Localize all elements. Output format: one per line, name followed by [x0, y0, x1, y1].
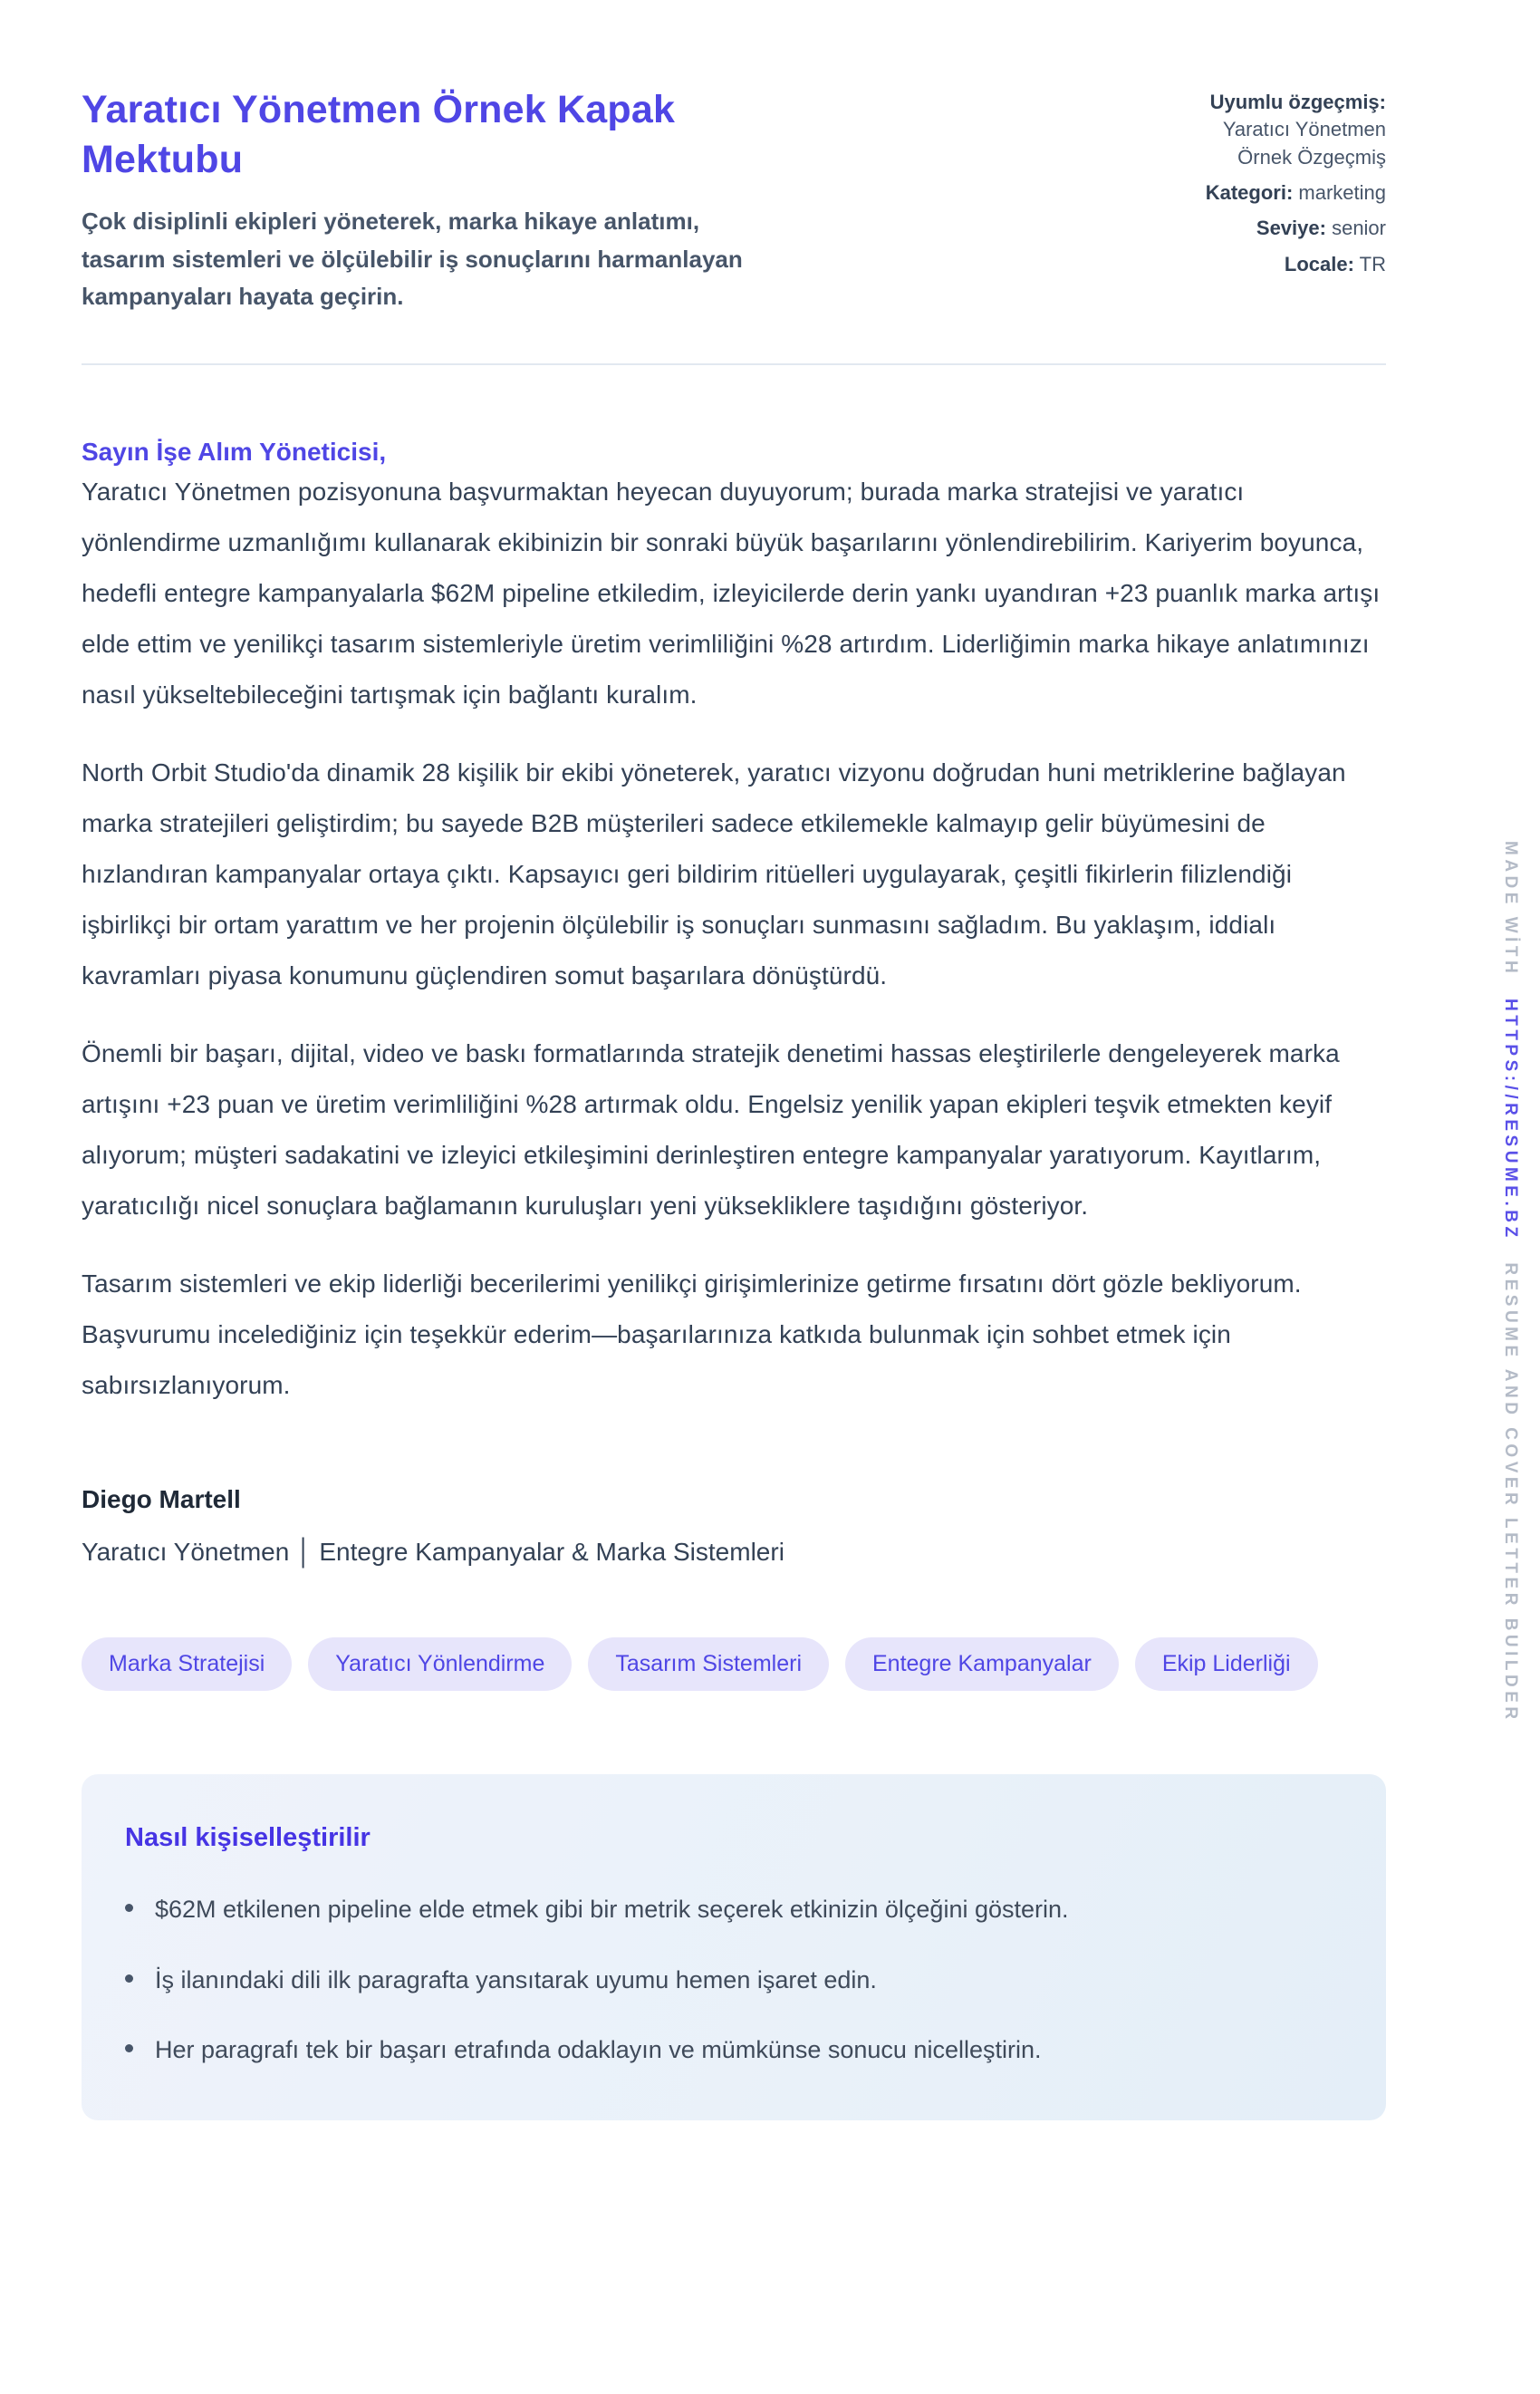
letter-body — [82, 438, 1386, 1567]
resume-bz-link[interactable]: HTTPS://RESUME.BZ — [1501, 999, 1520, 1241]
tag-yaratici-yonlendirme[interactable]: Yaratıcı Yönlendirme — [308, 1637, 572, 1691]
tag-ekip-liderligi[interactable]: Ekip Liderliği — [1135, 1637, 1318, 1691]
letter-paragraph-1: Yaratıcı Yönetmen pozisyonuna başvurmaktan heyecan duyuyorum; burada marka stratejisi ve yaratıcı yönlendirme uzmanlığımı kullanarak ekibinizin bir sonraki büyük başarılarını yönlendirebilirim. Kariyerim boyunca, hedefli entegre kampanyalarla $62M pipeline etkiledim, izleyicilerde derin yankı uyandıran +23 puanlık marka artışı elde ettim ve yenilikçi tasarım sistemleriyle üretim verimliliğini %28 artırdım. Liderliğimin marka hikaye anlatımınızı nasıl yükseltebileceğini tartışmak için bağlantı kuralım. — [82, 477, 1381, 709]
personalization-tips-box — [82, 1774, 1386, 2120]
meta-row-matching-resume — [1178, 89, 1386, 171]
watermark-prefix: MADE WİTH — [1501, 841, 1520, 978]
header-meta — [1178, 89, 1386, 286]
tips-list — [125, 1893, 1343, 2068]
meta-label: Uyumlu özgeçmiş: — [1209, 91, 1386, 113]
matching-resume-link[interactable]: Yaratıcı Yönetmen Örnek Özgeçmiş — [1222, 118, 1386, 169]
tag-entegre-kampanyalar[interactable]: Entegre Kampanyalar — [845, 1637, 1119, 1691]
header-title-block — [82, 54, 788, 316]
skill-tags — [82, 1637, 1386, 1691]
tip-text: Her paragrafı tek bir başarı etrafında odaklayın ve mümkünse sonucu nicelleştirin. — [155, 2036, 1042, 2064]
header-divider — [82, 363, 1386, 365]
made-with-watermark — [1500, 841, 1520, 1723]
meta-label: Kategori: — [1205, 181, 1294, 205]
tip-text: $62M etkilenen pipeline elde etmek gibi bir metrik seçerek etkinizin ölçeğini gösterin. — [155, 1895, 1069, 1923]
letter-paragraph-4: Tasarım sistemleri ve ekip liderliği becerilerimi yenilikçi girişimlerinize getirme fırsatını dört gözle bekliyorum. Başvurumu incelediğiniz için teşekkür ederim—başarılarınıza katkıda bulunmak için sohbet etmek için sabırsızlanıyorum. — [82, 1269, 1302, 1399]
letter-greeting: Sayın İşe Alım Yöneticisi, — [82, 437, 387, 466]
meta-value: marketing — [1298, 181, 1386, 205]
tag-tasarim-sistemleri[interactable]: Tasarım Sistemleri — [588, 1637, 829, 1691]
tip-item — [125, 1964, 1343, 1998]
page-title: Yaratıcı Yönetmen Örnek Kapak Mektubu — [82, 88, 676, 182]
header — [82, 54, 1386, 316]
tip-item — [125, 1893, 1343, 1927]
bullet-icon — [125, 1904, 133, 1912]
signature-role: Yaratıcı Yönetmen │ Entegre Kampanyalar & Marka Sistemleri — [82, 1537, 784, 1566]
tip-item — [125, 2033, 1343, 2068]
letter-paragraph-3: Önemli bir başarı, dijital, video ve baskı formatlarında stratejik denetimi hassas eleştirilerle dengeleyerek marka artışını +23 puan ve üretim verimliliğini %28 artırmak oldu. Engelsiz yenilik yapan ekipleri teşvik etmekten keyif alıyorum; müşteri sadakatini ve izleyici etkileşimini derinleştiren entegre kampanyalar yaratıyorum. Kayıtlarım, yaratıcılığı nicel sonuçlara bağlamanın kuruluşları yeni yüksekliklere taşıdığını gösteriyor. — [82, 1038, 1340, 1220]
tips-title: Nasıl kişiselleştirilir — [125, 1822, 371, 1852]
bullet-icon — [125, 2044, 133, 2052]
page-subtitle: Çok disiplinli ekipleri yöneterek, marka hikaye anlatımı, tasarım sistemleri ve ölçülebilir iş sonuçlarını harmanlayan kampanyaları hayata geçirin. — [82, 208, 743, 311]
signature-name: Diego Martell — [82, 1484, 241, 1513]
meta-row-level — [1178, 215, 1386, 242]
meta-row-locale — [1178, 251, 1386, 278]
meta-label: Seviye: — [1256, 217, 1326, 240]
bullet-icon — [125, 1974, 133, 1983]
watermark-suffix: RESUME AND COVER LETTER BUILDER — [1501, 1262, 1520, 1723]
meta-row-category — [1178, 179, 1386, 207]
letter-paragraph-2: North Orbit Studio'da dinamik 28 kişilik bir ekibi yöneterek, yaratıcı vizyonu doğrudan huni metriklerine bağlayan marka stratejileri geliştirdim; bu sayede B2B müşterileri sadece etkilemekle kalmayıp gelir büyümesini de hızlandıran kampanyalar ortaya çıktı. Kapsayıcı geri bildirim ritüelleri uygulayarak, çeşitli fikirlerin filizlendiği işbirlikçi bir ortam yarattım ve her projenin ölçülebilir iş sonuçları sunmasını sağladım. Bu yaklaşım, iddialı kavramları piyasa konumunu güçlendiren somut başarılara dönüştürdü. — [82, 758, 1346, 989]
meta-value: senior — [1332, 217, 1386, 240]
meta-label: Locale: — [1284, 252, 1354, 275]
meta-value: TR — [1359, 252, 1386, 275]
tag-marka-stratejisi[interactable]: Marka Stratejisi — [82, 1637, 292, 1691]
tip-text: İş ilanındaki dili ilk paragrafta yansıtarak uyumu hemen işaret edin. — [155, 1965, 877, 1993]
